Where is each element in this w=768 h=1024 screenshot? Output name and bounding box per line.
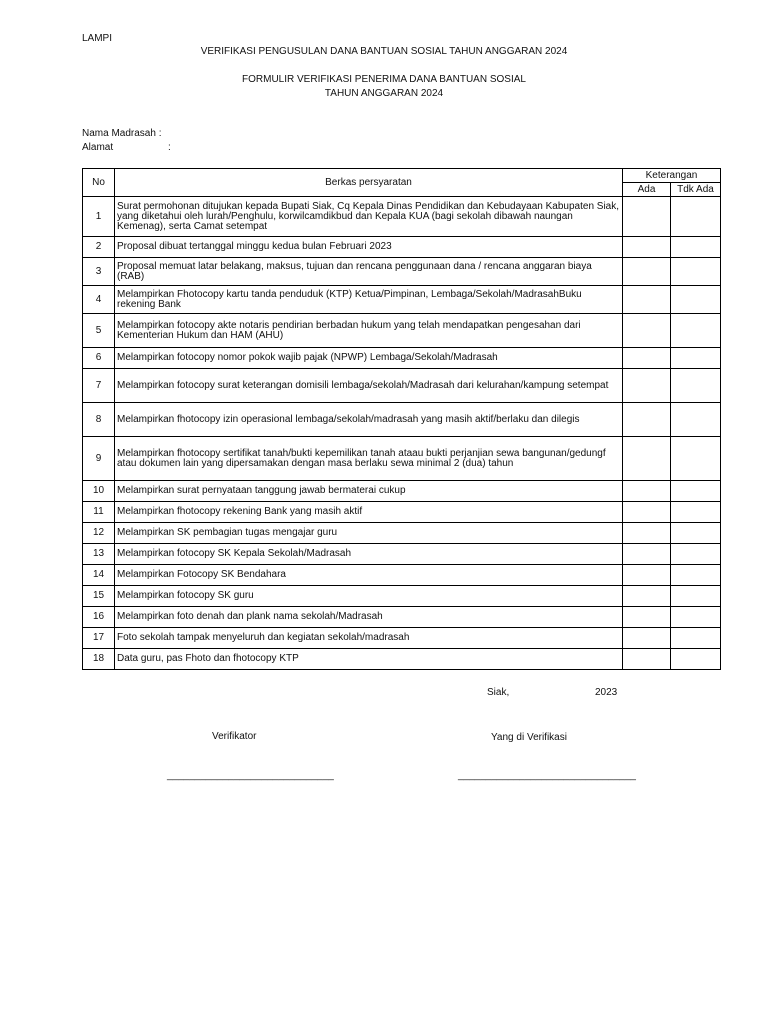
- ada-cell[interactable]: [623, 502, 671, 523]
- form-title: FORMULIR VERIFIKASI PENERIMA DANA BANTUAN SOSIAL: [242, 74, 526, 85]
- ada-cell[interactable]: [623, 197, 671, 237]
- ada-cell[interactable]: [623, 258, 671, 286]
- tdk-ada-cell[interactable]: [671, 607, 721, 628]
- row-requirement: Melampirkan Fhotocopy kartu tanda penduduk (KTP) Ketua/Pimpinan, Lembaga/Sekolah/MadrasahBuku rekening Bank: [115, 286, 623, 314]
- tdk-ada-cell[interactable]: [671, 237, 721, 258]
- table-row: [83, 286, 721, 314]
- row-requirement: Melampirkan SK pembagian tugas mengajar guru: [115, 523, 623, 544]
- tdk-ada-cell[interactable]: [671, 197, 721, 237]
- ada-cell[interactable]: [623, 544, 671, 565]
- ada-cell[interactable]: [623, 403, 671, 437]
- tdk-ada-cell[interactable]: [671, 348, 721, 369]
- alamat-label: Alamat: [82, 142, 114, 153]
- alamat-colon: :: [168, 142, 171, 153]
- table-row: [83, 649, 721, 670]
- table-row: [83, 237, 721, 258]
- ada-cell[interactable]: [623, 369, 671, 403]
- tdk-ada-cell[interactable]: [671, 628, 721, 649]
- row-number: 16: [83, 607, 115, 628]
- tdk-ada-cell[interactable]: [671, 437, 721, 481]
- table-row: [83, 523, 721, 544]
- ada-cell[interactable]: [623, 565, 671, 586]
- row-requirement: Melampirkan fhotocopy sertifikat tanah/bukti kepemilikan tanah ataau bukti perjanjian sewa bangunan/gedungf atau dokumen lain yang dipersamakan dengan masa berlaku sewa minimal 2 (dua) tahun: [115, 437, 623, 481]
- row-number: 1: [83, 197, 115, 237]
- row-requirement: Melampirkan fhotocopy rekening Bank yang masih aktif: [115, 502, 623, 523]
- tdk-ada-cell[interactable]: [671, 481, 721, 502]
- table-row: [83, 403, 721, 437]
- row-requirement: Melampirkan fotocopy nomor pokok wajib pajak (NPWP) Lembaga/Sekolah/Madrasah: [115, 348, 623, 369]
- verifikator-signature-line: ______________________________: [167, 770, 334, 781]
- row-number: 11: [83, 502, 115, 523]
- table-row: [83, 544, 721, 565]
- ada-cell[interactable]: [623, 348, 671, 369]
- table-row: [83, 437, 721, 481]
- row-requirement: Melampirkan Fotocopy SK Bendahara: [115, 565, 623, 586]
- row-requirement: Melampirkan fotocopy SK Kepala Sekolah/Madrasah: [115, 544, 623, 565]
- document-title: VERIFIKASI PENGUSULAN DANA BANTUAN SOSIAL TAHUN ANGGARAN 2024: [200, 46, 568, 57]
- verification-table: [82, 168, 721, 670]
- row-number: 6: [83, 348, 115, 369]
- ada-cell[interactable]: [623, 237, 671, 258]
- table-row: [83, 314, 721, 348]
- row-number: 4: [83, 286, 115, 314]
- row-requirement: Melampirkan fhotocopy izin operasional lembaga/sekolah/madrasah yang masih aktif/berlaku dan dilegis: [115, 403, 623, 437]
- table-row: [83, 369, 721, 403]
- ada-cell[interactable]: [623, 607, 671, 628]
- tdk-ada-cell[interactable]: [671, 586, 721, 607]
- header-berkas: Berkas persyaratan: [115, 169, 623, 197]
- ada-cell[interactable]: [623, 586, 671, 607]
- table-row: [83, 348, 721, 369]
- table-row: [83, 502, 721, 523]
- tdk-ada-cell[interactable]: [671, 369, 721, 403]
- tdk-ada-cell[interactable]: [671, 649, 721, 670]
- tdk-ada-cell[interactable]: [671, 523, 721, 544]
- row-number: 18: [83, 649, 115, 670]
- table-row: [83, 628, 721, 649]
- ada-cell[interactable]: [623, 628, 671, 649]
- row-requirement: Melampirkan fotocopy surat keterangan domisili lembaga/sekolah/Madrasah dari kelurahan/kampung setempat: [115, 369, 623, 403]
- verifikator-label: Verifikator: [212, 731, 257, 742]
- table-row: [83, 481, 721, 502]
- row-number: 7: [83, 369, 115, 403]
- ada-cell[interactable]: [623, 481, 671, 502]
- tdk-ada-cell[interactable]: [671, 258, 721, 286]
- row-number: 2: [83, 237, 115, 258]
- tdk-ada-cell[interactable]: [671, 544, 721, 565]
- row-requirement: Melampirkan foto denah dan plank nama sekolah/Madrasah: [115, 607, 623, 628]
- ada-cell[interactable]: [623, 437, 671, 481]
- row-requirement: Melampirkan surat pernyataan tanggung jawab bermaterai cukup: [115, 481, 623, 502]
- row-number: 12: [83, 523, 115, 544]
- row-number: 5: [83, 314, 115, 348]
- form-subtitle: TAHUN ANGGARAN 2024: [324, 88, 444, 99]
- row-requirement: Melampirkan fotocopy SK guru: [115, 586, 623, 607]
- tdk-ada-cell[interactable]: [671, 314, 721, 348]
- row-requirement: Foto sekolah tampak menyeluruh dan kegiatan sekolah/madrasah: [115, 628, 623, 649]
- row-requirement: Proposal memuat latar belakang, maksus, tujuan dan rencana penggunaan dana / rencana anggaran biaya (RAB): [115, 258, 623, 286]
- table-row: [83, 197, 721, 237]
- tdk-ada-cell[interactable]: [671, 502, 721, 523]
- header-tdk-ada: Tdk Ada: [671, 183, 721, 197]
- table-row: [83, 258, 721, 286]
- year-label: 2023: [595, 687, 618, 698]
- diverifikasi-signature-line: ________________________________: [458, 770, 636, 781]
- row-requirement: Melampirkan fotocopy akte notaris pendirian berbadan hukum yang telah mendapatkan pengesahan dari Kementerian Hukum dan HAM (AHU): [115, 314, 623, 348]
- row-number: 10: [83, 481, 115, 502]
- row-requirement: Proposal dibuat tertanggal minggu kedua bulan Februari 2023: [115, 237, 623, 258]
- row-number: 9: [83, 437, 115, 481]
- row-number: 3: [83, 258, 115, 286]
- row-number: 13: [83, 544, 115, 565]
- table-row: [83, 565, 721, 586]
- tdk-ada-cell[interactable]: [671, 403, 721, 437]
- header-no: No: [83, 169, 115, 197]
- row-number: 14: [83, 565, 115, 586]
- place-label: Siak,: [487, 687, 510, 698]
- ada-cell[interactable]: [623, 286, 671, 314]
- row-number: 8: [83, 403, 115, 437]
- ada-cell[interactable]: [623, 314, 671, 348]
- diverifikasi-label: Yang di Verifikasi: [491, 732, 567, 743]
- row-number: 17: [83, 628, 115, 649]
- header-ada: Ada: [623, 183, 671, 197]
- ada-cell[interactable]: [623, 523, 671, 544]
- row-requirement: Surat permohonan ditujukan kepada Bupati Siak, Cq Kepala Dinas Pendidikan dan Kebudayaan Kabupaten Siak, yang diketahui oleh lurah/Penghulu, korwilcamdikbud dan Kepala KUA (bagi sekolah dibawah naungan Kemenag), serta Camat setempat: [115, 197, 623, 237]
- tdk-ada-cell[interactable]: [671, 286, 721, 314]
- lampiran-label: LAMPI: [82, 33, 113, 44]
- tdk-ada-cell[interactable]: [671, 565, 721, 586]
- nama-madrasah-label: Nama Madrasah :: [82, 128, 162, 139]
- header-keterangan: Keterangan: [623, 169, 721, 183]
- ada-cell[interactable]: [623, 649, 671, 670]
- table-row: [83, 607, 721, 628]
- table-row: [83, 586, 721, 607]
- row-number: 15: [83, 586, 115, 607]
- row-requirement: Data guru, pas Fhoto dan fhotocopy KTP: [115, 649, 623, 670]
